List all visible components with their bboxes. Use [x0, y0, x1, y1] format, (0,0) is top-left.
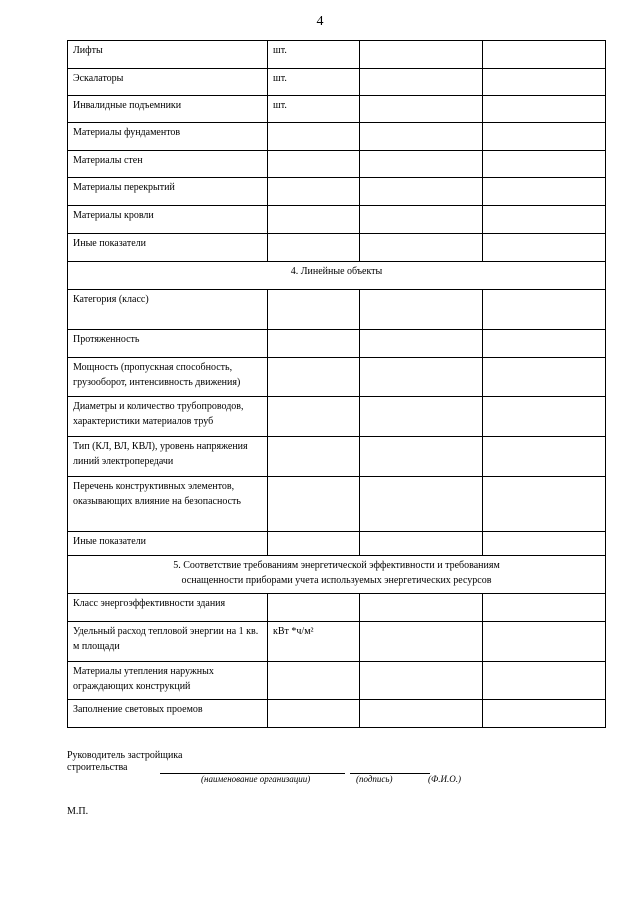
section-header-row: [68, 556, 606, 594]
table-row: [68, 622, 606, 662]
table-row: [68, 41, 606, 69]
row-unit: шт.: [268, 41, 360, 69]
value-cell[interactable]: [268, 330, 360, 358]
value-cell[interactable]: [360, 662, 483, 700]
table-row: [68, 437, 606, 477]
row-label: Категория (класс): [68, 290, 268, 330]
row-unit: [268, 151, 360, 178]
value-cell[interactable]: [483, 330, 606, 358]
value-cell[interactable]: [268, 477, 360, 532]
stamp-place-label: М.П.: [67, 806, 89, 817]
value-cell[interactable]: [268, 397, 360, 437]
value-cell[interactable]: [483, 594, 606, 622]
row-label: Материалы кровли: [68, 206, 268, 234]
name-caption: (Ф.И.О.): [428, 774, 461, 784]
row-label: Перечень конструктивных элементов, оказывающих влияние на безопасность: [68, 477, 268, 532]
value-cell[interactable]: [483, 532, 606, 556]
row-unit: [268, 123, 360, 151]
organization-caption: (наименование организации): [201, 774, 311, 784]
table-row: [68, 206, 606, 234]
row-label: Мощность (пропускная способность, грузооборот, интенсивность движения): [68, 358, 268, 397]
section-5-title-line1: 5. Соответствие требованиям энергетической эффективности и требованиям: [173, 560, 500, 571]
signature-caption: (подпись): [356, 774, 393, 784]
value-cell[interactable]: [483, 358, 606, 397]
value-cell[interactable]: [483, 397, 606, 437]
table-row: [68, 96, 606, 123]
value-cell[interactable]: [268, 358, 360, 397]
row-label: Материалы перекрытий: [68, 178, 268, 206]
value-cell[interactable]: [360, 41, 483, 69]
table-row: [68, 700, 606, 728]
value-cell[interactable]: [483, 206, 606, 234]
value-cell[interactable]: [360, 700, 483, 728]
table-row: [68, 234, 606, 262]
row-label: Протяженность: [68, 330, 268, 358]
value-cell[interactable]: [483, 96, 606, 123]
value-cell[interactable]: [360, 532, 483, 556]
row-unit: [268, 700, 360, 728]
table-row: [68, 178, 606, 206]
table-row: [68, 358, 606, 397]
row-label: Материалы утепления наружных ограждающих конструкций: [68, 662, 268, 700]
table-row: [68, 532, 606, 556]
row-label: Эскалаторы: [68, 69, 268, 96]
value-cell[interactable]: [360, 151, 483, 178]
row-label: Класс энергоэффективности здания: [68, 594, 268, 622]
value-cell[interactable]: [360, 594, 483, 622]
table-row: [68, 662, 606, 700]
value-cell[interactable]: [483, 700, 606, 728]
signatory-role-line2: строительства: [67, 762, 128, 773]
value-cell[interactable]: [360, 397, 483, 437]
row-label: Лифты: [68, 41, 268, 69]
table-row: [68, 397, 606, 437]
row-label: Заполнение световых проемов: [68, 700, 268, 728]
building-parameters-table: [67, 40, 606, 728]
row-unit: шт.: [268, 96, 360, 123]
value-cell[interactable]: [483, 123, 606, 151]
value-cell[interactable]: [483, 41, 606, 69]
value-cell[interactable]: [268, 437, 360, 477]
table-row: [68, 594, 606, 622]
value-cell[interactable]: [360, 123, 483, 151]
row-unit: шт.: [268, 69, 360, 96]
row-label: Иные показатели: [68, 532, 268, 556]
row-label: Иные показатели: [68, 234, 268, 262]
value-cell[interactable]: [360, 330, 483, 358]
row-unit: [268, 234, 360, 262]
table-row: [68, 151, 606, 178]
value-cell[interactable]: [360, 178, 483, 206]
row-unit: [268, 206, 360, 234]
table-row: [68, 290, 606, 330]
table-row: [68, 123, 606, 151]
table-row: [68, 330, 606, 358]
value-cell[interactable]: [360, 437, 483, 477]
value-cell[interactable]: [483, 151, 606, 178]
row-unit: [268, 662, 360, 700]
value-cell[interactable]: [360, 206, 483, 234]
value-cell[interactable]: [483, 290, 606, 330]
value-cell[interactable]: [360, 234, 483, 262]
page-number: 4: [316, 14, 324, 29]
value-cell[interactable]: [483, 178, 606, 206]
value-cell[interactable]: [360, 477, 483, 532]
section-4-title: 4. Линейные объекты: [68, 262, 606, 290]
section-header-row: [68, 262, 606, 290]
table-row: [68, 477, 606, 532]
value-cell[interactable]: [360, 622, 483, 662]
value-cell[interactable]: [483, 437, 606, 477]
value-cell[interactable]: [483, 477, 606, 532]
value-cell[interactable]: [360, 96, 483, 123]
table-row: [68, 69, 606, 96]
value-cell[interactable]: [360, 358, 483, 397]
section-5-title: [68, 556, 606, 594]
row-label: Удельный расход тепловой энергии на 1 кв. м площади: [68, 622, 268, 662]
value-cell[interactable]: [483, 234, 606, 262]
row-label: Диаметры и количество трубопроводов, характеристики материалов труб: [68, 397, 268, 437]
row-label: Тип (КЛ, ВЛ, КВЛ), уровень напряжения линий электропередачи: [68, 437, 268, 477]
row-label: Материалы фундаментов: [68, 123, 268, 151]
row-label: Инвалидные подъемники: [68, 96, 268, 123]
signatory-role-line1: Руководитель застройщика: [67, 750, 183, 761]
value-cell[interactable]: [483, 662, 606, 700]
value-cell[interactable]: [268, 532, 360, 556]
row-unit: [268, 594, 360, 622]
value-cell[interactable]: [360, 290, 483, 330]
row-unit: кВт *ч/м²: [268, 622, 360, 662]
value-cell[interactable]: [483, 622, 606, 662]
value-cell[interactable]: [360, 69, 483, 96]
value-cell[interactable]: [268, 290, 360, 330]
row-unit: [268, 178, 360, 206]
value-cell[interactable]: [483, 69, 606, 96]
row-label: Материалы стен: [68, 151, 268, 178]
section-5-title-line2: оснащенности приборами учета используемых энергетических ресурсов: [181, 575, 492, 586]
